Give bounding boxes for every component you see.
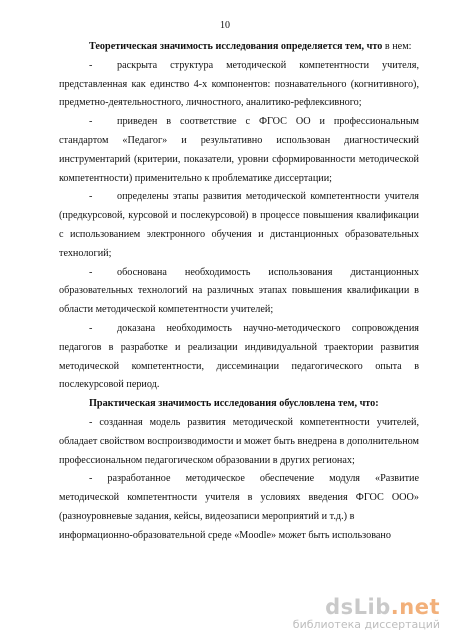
theoretical-item-5: - доказана необходимость научно-методического сопровождения педагогов в разработке и реализации индивидуальной траектории развития методической компетентности, диссеминации педагогического опыта в послекурсовой период.	[59, 322, 419, 391]
theoretical-item-3: - определены этапы развития методической компетентности учителя (предкурсовой, курсовой и послекурсовой) в процессе повышения квалификации с использованием электронного обучения и дистанционных образовательных технологий;	[59, 191, 419, 259]
practical-heading: Практическая значимость исследования обусловлена тем, что:	[89, 398, 379, 410]
theoretical-heading-tail: в нем:	[382, 41, 412, 52]
practical-item-1: - созданная модель развития методической компетентности учителей, обладает свойством воспроизводимости и может быть внедрена в дополнительном профессиональном педагогическом образовании в других регионах;	[59, 416, 419, 466]
dslib-logo: dsLib.net	[325, 595, 440, 619]
practical-item-2-cut-line: информационно-образовательной среде «Moodle» может быть использовано	[59, 529, 391, 541]
theoretical-item-2: - приведен в соответствие с ФГОС ОО и профессиональным стандартом «Педагог» и результативно использован диагностический инструментарий (критерии, показатели, уровни сформированности методической компетентности) применительно к проблематике диссертации;	[59, 116, 419, 184]
theoretical-heading-paragraph	[59, 38, 419, 57]
practical-item-2: - разработанное методическое обеспечение модуля «Развитие методической компетентности учителя в условиях введения ФГОС ООО» (разноуровневые задания, кейсы, видеозаписи мероприятий и т.д.) в	[59, 473, 419, 522]
dslib-watermark	[293, 596, 440, 631]
document-body	[59, 38, 419, 545]
dslib-subtitle: библиотека диссертаций	[292, 618, 440, 631]
theoretical-item-4: - обоснована необходимость использования дистанционных образовательных технологий на различных этапах повышения квалификации в области методической компетентности учителей;	[59, 266, 419, 316]
theoretical-heading: Теоретическая значимость исследования определяется тем, что	[89, 41, 383, 52]
practical-heading-paragraph	[59, 395, 419, 414]
theoretical-item-1: - раскрыта структура методической компетентности учителя, представленная как единство 4-х компонентов: познавательного (когнитивного), предметно-деятельностного, личностного, аналитико-рефлексивного;	[59, 59, 419, 109]
page-number: 10	[220, 20, 230, 31]
